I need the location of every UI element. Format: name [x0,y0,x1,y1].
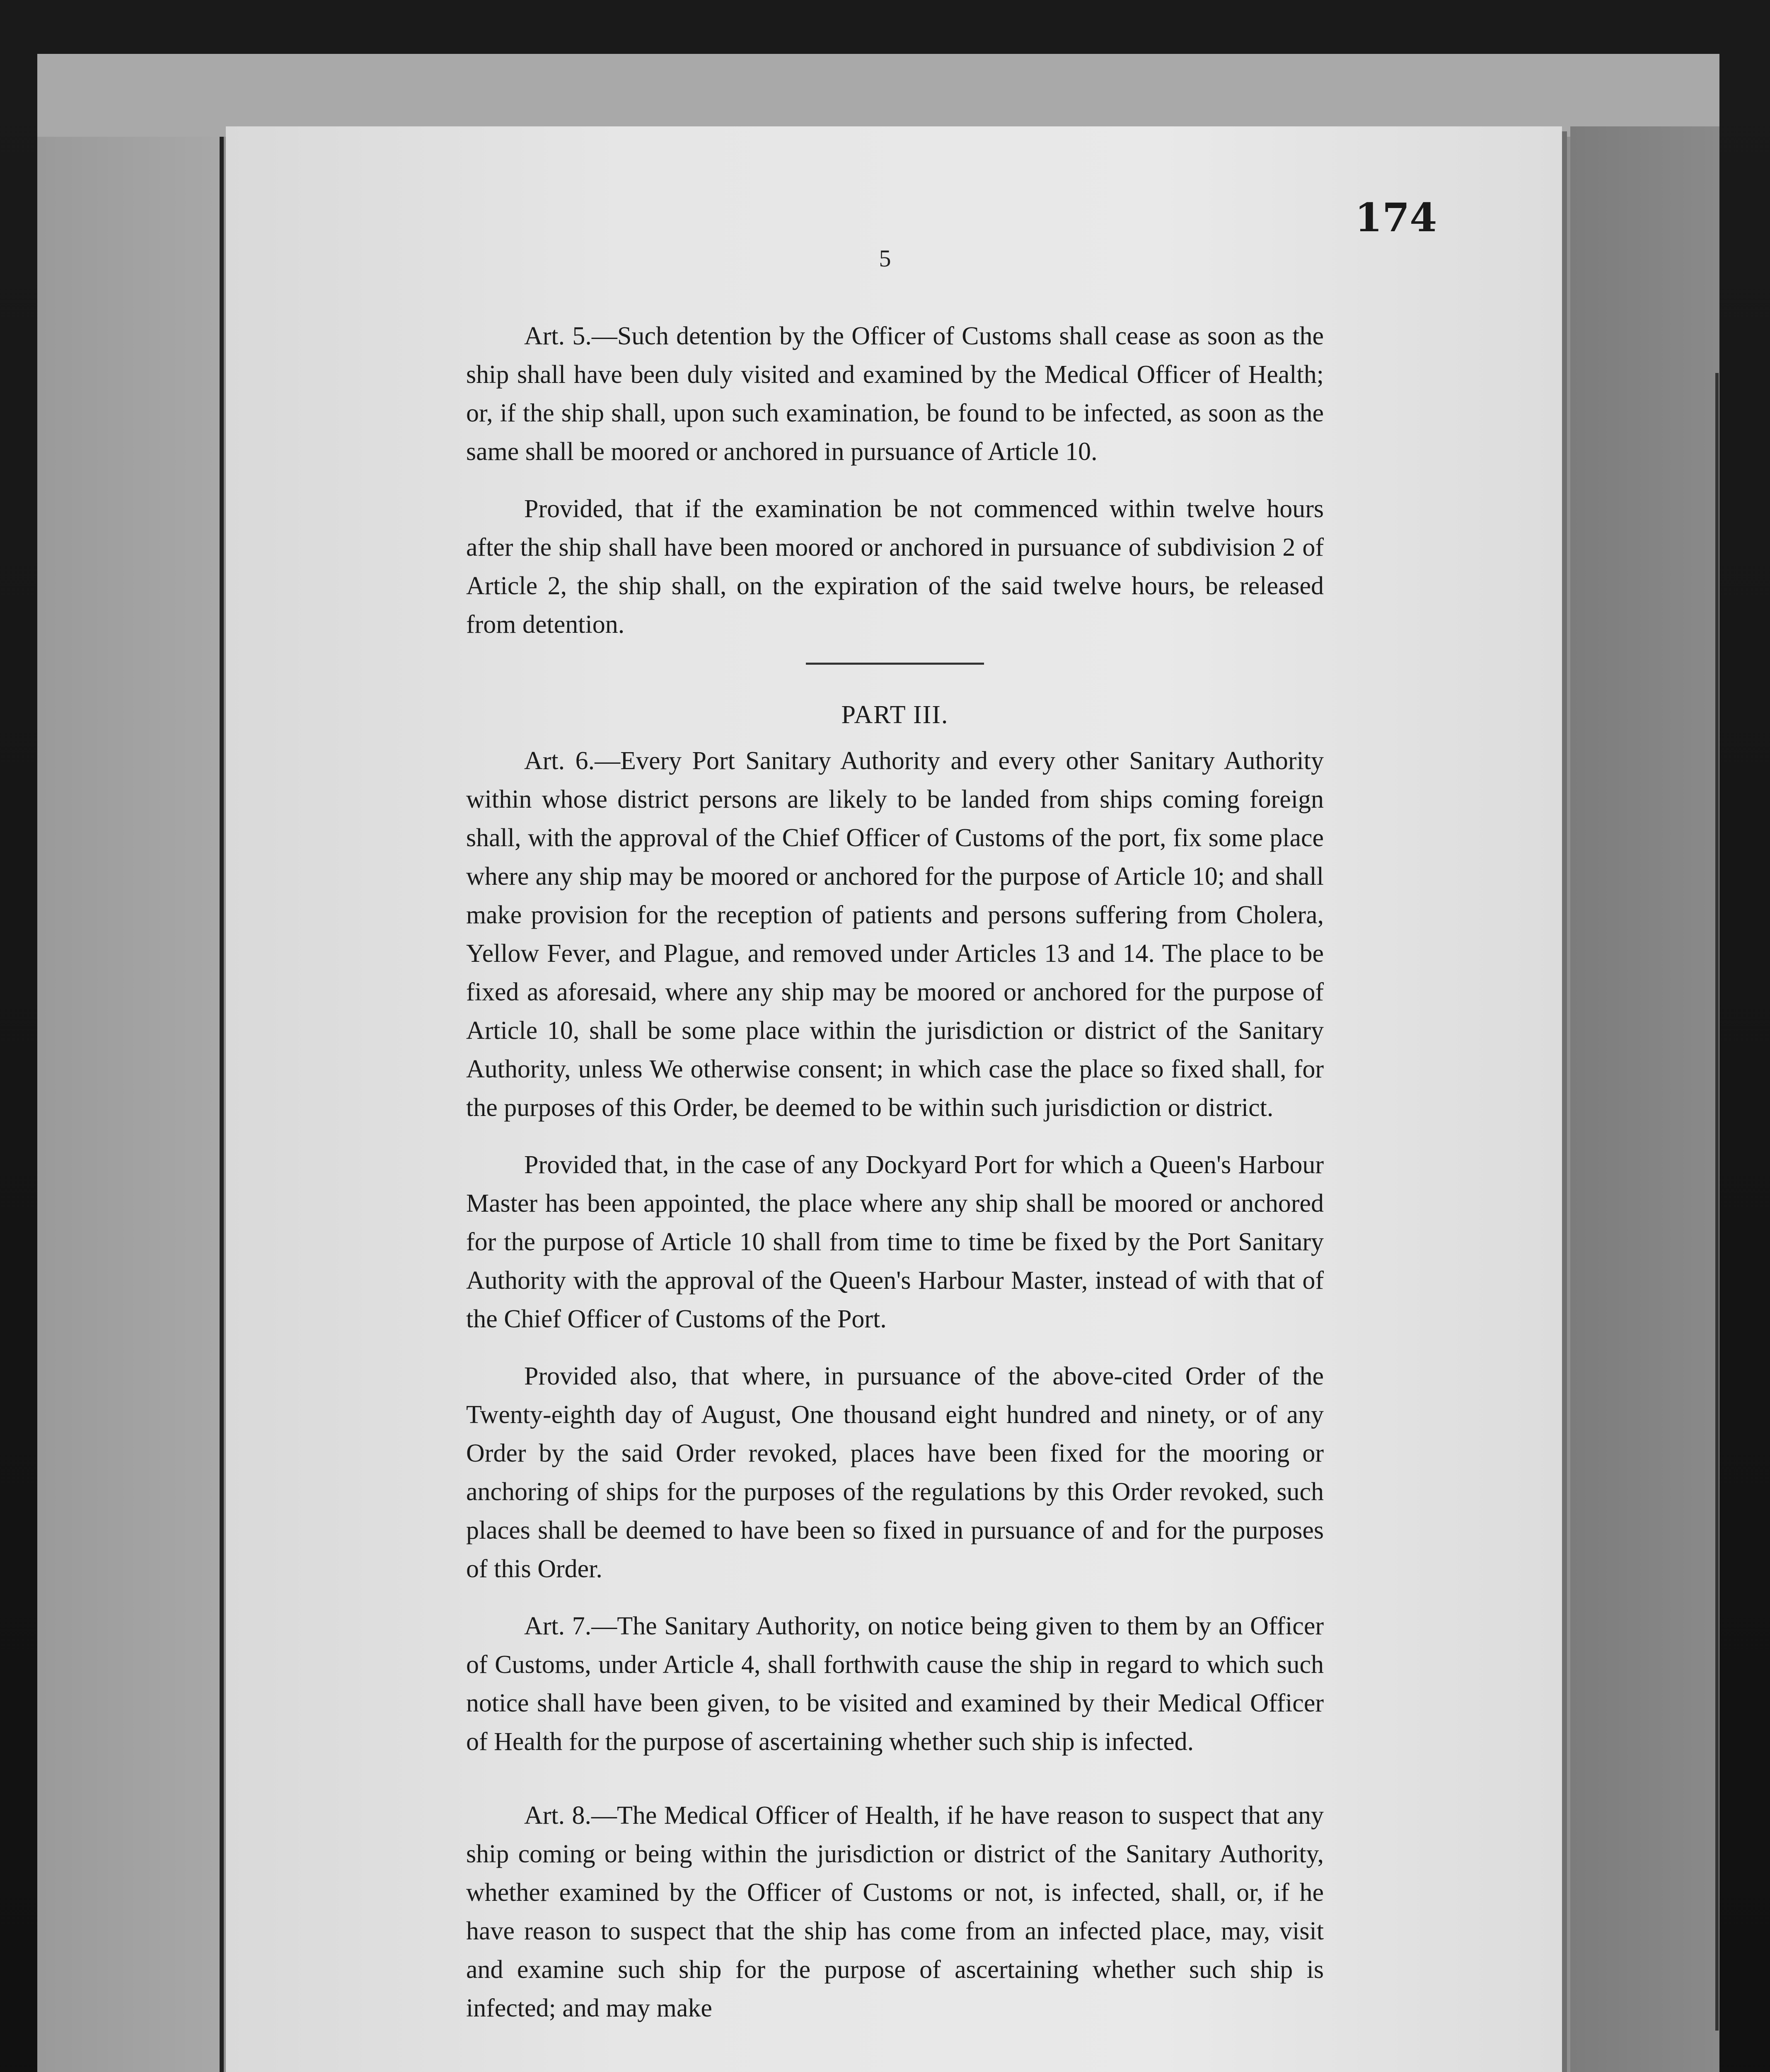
page-number: 5 [879,245,891,272]
section-divider [806,663,984,665]
previous-page-edge [37,137,224,2072]
paragraph-proviso-2: Provided that, in the case of any Dockyard Port for which a Queen's Harbour Master has been appointed, the place where any ship shall be moored or anchored for the purpose of Article 10 shall from time to time be fixed by the Port Sanitary Authority with the approval of the Queen's Harbour Master, instead of with that of the Chief Officer of Customs of the Port. [466,1151,1324,1333]
paragraph-proviso-1: Provided, that if the examination be not commenced within twelve hours after the ship shall have been moored or anchored in pursuance of subdivision 2 of Article 2, the ship shall, on the expiration of the said twelve hours, be released from detention. [466,495,1324,639]
document-body [466,317,1324,2046]
right-margin-strip [1570,126,1719,2072]
backing-board-top [37,54,1719,137]
paragraph-art-7: Art. 7.—The Sanitary Authority, on notice being given to them by an Officer of Customs, under Article 4, shall forthwith cause the ship in regard to which such notice shall have been given, to be visited and examined by their Medical Officer of Health for the purpose of ascertaining whether such ship is infected. [466,1612,1324,1756]
paragraph-art-8: Art. 8.—The Medical Officer of Health, if he have reason to suspect that any ship coming or being within the jurisdiction or district of the Sanitary Authority, whether examined by the Officer of Customs or not, is infected, shall, or, if he have reason to suspect that the ship has come from an infected place, may, visit and examine such ship for the purpose of ascertaining whether such ship is infected; and may make [466,1801,1324,2022]
folio-number: 174 [1355,195,1437,241]
paragraph-art-6: Art. 6.—Every Port Sanitary Authority and every other Sanitary Authority within whose district persons are likely to be landed from ships coming foreign shall, with the approval of the Chief Officer of Customs of the port, fix some place where any ship may be moored or anchored for the purpose of Article 10; and shall make provision for the reception of patients and persons suffering from Cholera, Yellow Fever, and Plague, and removed under Articles 13 and 14. The place to be fixed as aforesaid, where any ship may be moored or anchored for the purpose of Article 10, shall be some place within the jurisdiction or district of the Sanitary Authority, unless We otherwise consent; in which case the place so fixed shall, for the purposes of this Order, be deemed to be within such jurisdiction or district. [466,747,1324,1122]
paragraph-proviso-3: Provided also, that where, in pursuance of the above-cited Order of the Twenty-eighth day of August, One thousand eight hundred and ninety, or of any Order by the said Order revoked, places have been fixed for the mooring or anchoring of ships for the purposes of the regulations by this Order revoked, such places shall be deemed to have been so fixed in pursuance of and for the purposes of this Order. [466,1362,1324,1583]
paragraph-gap [466,1780,1324,1796]
paragraph-art-5: Art. 5.—Such detention by the Officer of Customs shall cease as soon as the ship shall have been duly visited and examined by the Medical Officer of Health; or, if the ship shall, upon such examination, be found to be infected, as soon as the same shall be moored or anchored in pursuance of Article 10. [466,322,1324,466]
page-edge-line [1715,373,1719,2031]
part-heading: PART III. [841,701,949,729]
